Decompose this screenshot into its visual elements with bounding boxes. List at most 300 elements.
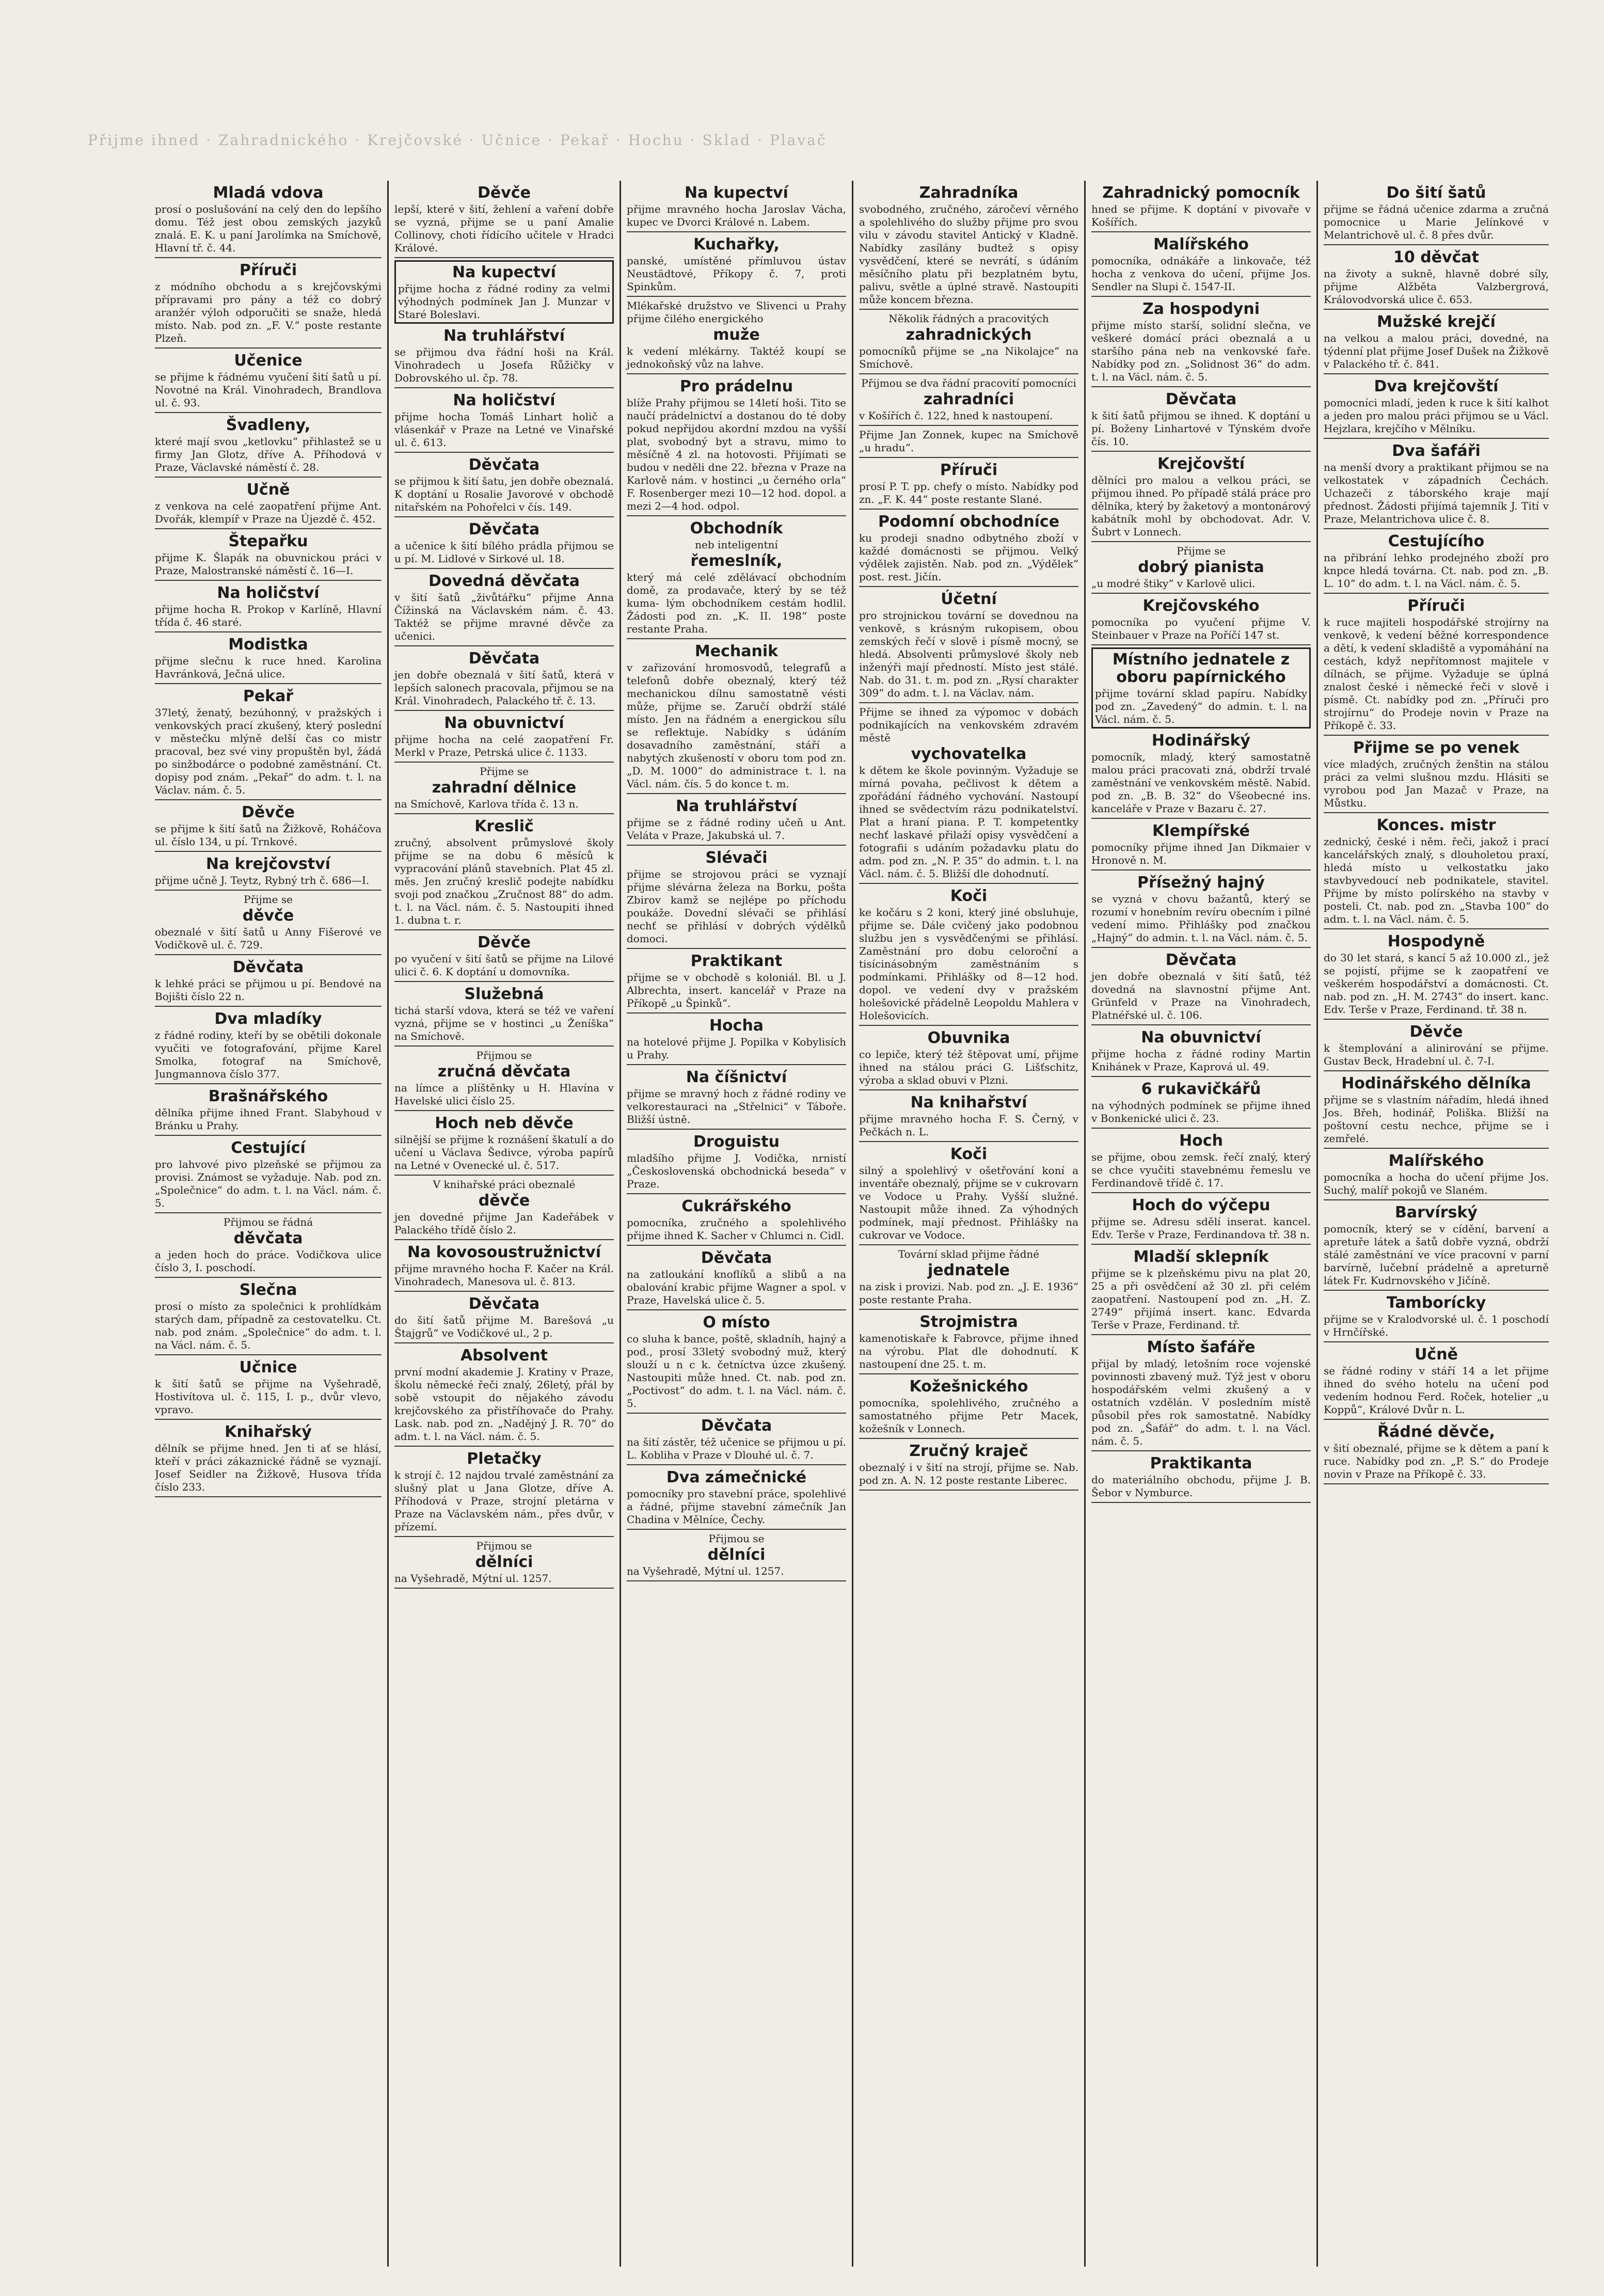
ad-body: silnější se přijme k roznášení škatulí a do učení u Václava Šedivce, výroba papírů na Letné v Ovenecké ul. č. 517. <box>394 1133 614 1171</box>
ad-subtitle: Přijmou se <box>476 1540 532 1552</box>
ad-heading: Hoch <box>1179 1132 1223 1150</box>
ad-heading: Konces. mistr <box>1376 816 1496 834</box>
classified-ad <box>1324 1420 1549 1484</box>
ad-heading: Na kupectví <box>452 263 556 281</box>
ad-body: v Košířích č. 122, hned k nastoupení. <box>859 409 1053 422</box>
classified-ad <box>394 814 614 930</box>
ad-heading: Děvčata <box>701 1249 772 1267</box>
classified-ad <box>155 1084 382 1136</box>
ad-heading: Koči <box>950 1145 988 1163</box>
classified-ad <box>155 800 382 852</box>
ad-subtitle: Přijme se <box>244 893 293 906</box>
classified-ad <box>627 794 846 846</box>
ad-heading: Učně <box>246 481 290 499</box>
classified-ad <box>1324 1342 1549 1420</box>
ad-body: dělníci pro malou a velkou práci, se přijmou ihned. Po případě stálá práce pro dělníka, který by žaketový a montonárový kabátník mohl by obchodovat. Adr. V. Šubrt v Lonnech. <box>1091 474 1311 538</box>
ad-body: na zisk i provizi. Nab. pod zn. „J. E. 1936“ poste restante Praha. <box>859 1280 1078 1306</box>
classified-ad <box>394 517 614 569</box>
ad-body: přijme místo starší, solidní slečna, ve veškeré domácí práci obeznalá a u staršího pána neb na venkovské faře. Nabídky pod zn. „Solidnost 36“ do adm. t. l. na Václ. nám. č. 5. <box>1091 319 1311 383</box>
ad-body: přijme se s vlastním nářadím, hledá ihned Jos. Břeh, hodinář, Poliška. Bližší na poštovní cestu nechce, přijme se i zemřelé. <box>1324 1094 1549 1145</box>
classified-ad <box>394 1240 614 1292</box>
ad-body: přijme hocha Tomáš Linhart holič a vlásenkář v Praze na Letné ve Vinařské ul. č. 613. <box>394 410 614 449</box>
ad-body: k šití šatů přijmou se ihned. K doptání u pí. Boženy Linhartové v Týnském dvoře čís. 10. <box>1091 409 1311 448</box>
ad-heading: Dva krejčovští <box>1374 377 1499 395</box>
ad-body: pomocníka, zručného a spolehlivého přijme ihned K. Sacher v Chlumci n. Cidl. <box>627 1216 846 1242</box>
ad-heading: Děvče <box>478 933 531 952</box>
ad-body: pomocníka, spolehlivého, zručného a samostatného přijme Petr Macek, kožešník v Lonnech. <box>859 1397 1078 1435</box>
classified-ad <box>627 1310 846 1414</box>
ad-heading: Štepařku <box>228 532 308 550</box>
classified-ad <box>1091 870 1311 948</box>
ad-body: pomocníka po vyučení přijme V. Steinbauer v Praze na Poříčí 147 st. <box>1091 616 1311 641</box>
classified-ad <box>1324 1200 1549 1291</box>
classified-columns <box>155 181 1549 2267</box>
classified-ad <box>1091 1193 1311 1245</box>
ad-body: na přibrání lehko prodejného zboží pro knpce hledá továrna. Ct. nab. pod zn. „B. L. 10“ do adm. t. l. na Václ. nám. č. 5. <box>1324 551 1549 590</box>
ad-heading: Na holičství <box>217 584 320 602</box>
ad-body: z venkova na celé zaopatření přijme Ant. Dvořák, klempíř v Praze na Újezdě č. 452. <box>155 500 382 525</box>
classified-ad <box>394 930 614 982</box>
ad-body: se přijme k šití šatů na Žižkově, Roháčova ul. číslo 134, u pí. Trnkové. <box>155 822 382 848</box>
ad-body: na životy a sukně, hlavně dobré síly, přijme Alžběta Valzbergrová, Královodvorská ulice č. 653. <box>1324 267 1549 306</box>
ad-body: jen dobře obeznalá v šití šatů, též dovedná na slavnostní přijme Ant. Grünfeld v Praze na Vinohradech, Platnéřské ul. č. 106. <box>1091 970 1311 1021</box>
classified-ad <box>394 181 614 258</box>
ad-body: hned se přijme. K doptání v pivovaře v Košířích. <box>1091 203 1311 228</box>
ad-body: svobodného, zručného, záročeví věrného a spolehlivého do služby přijme pro svou vilu v závodu stavitel Antický v Kladně. Nabídky zasílány budtež s opisy vysvědčení, které se nevrátí, s údáním měsíčního platu při bezplatném bytu, palivu, světle a úplné stravě. Nastoupiti může koncem března. <box>859 203 1078 306</box>
ad-body: po vyučení v šití šatů se přijme na Lilové ulici č. 6. K doptání u domovníka. <box>394 953 614 978</box>
ad-body: pomocníka a hocha do učení přijme Jos. Suchý, malíř pokojů ve Slaném. <box>1324 1171 1549 1196</box>
ad-body: a učenice k šití bílého prádla přijmou se u pí. M. Lidlové v Sirkové ul. 18. <box>394 540 614 565</box>
classified-ad <box>155 1007 382 1084</box>
ad-body: na Vyšehradě, Mýtní ul. 1257. <box>394 1572 552 1585</box>
ad-heading: Švadleny, <box>226 416 311 434</box>
ad-heading: děvčata <box>233 1229 303 1247</box>
classified-ad <box>859 458 1078 510</box>
ad-subtitle: Přijme se <box>480 765 529 778</box>
ad-body: na hotelové přijme J. Popilka v Kobylisích u Prahy. <box>627 1036 846 1061</box>
classified-ad <box>394 982 614 1047</box>
ad-body: na velkou a malou práci, dovedné, na týdenní plat přijme Josef Dušek na Žižkově v Palackého tř. č. 841. <box>1324 332 1549 370</box>
ad-body: jen dobře obeznalá v šití šatů, která v lepších salonech pracovala, přijmou se na Král. Vinohradech, Palackého tř. č. 13. <box>394 669 614 707</box>
ad-body: který má celé zdělávací obchodním domě, za prodavače, který by se též kuma- lým obchodníkem cestám hodlil. Žádosti pod zn. „K. II. 198“ poste restante Praha. <box>627 571 846 635</box>
ad-heading: Učně <box>1415 1345 1458 1364</box>
ad-heading: Droguistu <box>693 1133 780 1151</box>
classified-ad <box>155 1420 382 1497</box>
classified-ad <box>1091 1245 1311 1335</box>
classified-ad <box>627 1246 846 1310</box>
classified-ad <box>1091 647 1311 729</box>
ad-body: Přijme se ihned za výpomoc v dobách podnikajících na venkovském zdravém městě <box>859 706 1078 744</box>
ad-heading: Mužské krejčí <box>1377 313 1496 331</box>
classified-ad <box>1091 948 1311 1025</box>
classified-ad <box>1324 813 1549 929</box>
ad-body: na Vyšehradě, Mýtní ul. 1257. <box>627 1565 784 1577</box>
column-3 <box>620 181 852 2267</box>
ad-heading: vychovatelka <box>911 745 1027 763</box>
ad-heading: muže <box>713 326 760 344</box>
classified-ad <box>394 1176 614 1240</box>
column-4 <box>852 181 1084 2267</box>
ad-heading: Pekař <box>243 687 294 705</box>
ad-heading: Koči <box>950 887 988 905</box>
ad-body: první modní akademie J. Kratiny v Praze, školu německé řeči znalý, 26letý, přál by sobě vstoupit do nějakého závodu krejčovského za přistříhovače do Prahy. Lask. nab. pod zn. „Nadějný J. R. 70“ do adm. t. l. na Václ. nám. č. 5. <box>394 1366 614 1443</box>
ad-body: prosí o poslušování na celý den do lepšího domu. Též jest obou zemských jazyků znalá. E. K. u paní Jarolímka na Smíchově, Hlavní tř. č. 44. <box>155 203 382 254</box>
ad-heading: Modistka <box>228 636 308 654</box>
ad-heading: Dva mladíky <box>214 1010 322 1028</box>
ad-heading: Absolvent <box>460 1347 548 1365</box>
classified-ad <box>1324 529 1549 594</box>
ad-heading: Slečna <box>239 1281 297 1299</box>
ad-heading: zahradnických <box>906 326 1032 344</box>
ad-body: přijme mravného hocha F. Kačer na Král. Vinohradech, Manesova ul. č. 813. <box>394 1262 614 1288</box>
classified-ad <box>859 1245 1078 1310</box>
classified-ad <box>859 310 1078 374</box>
classified-ad <box>1324 1291 1549 1342</box>
ad-body: 37letý, ženatý, bezúhonný, v pražských i venkovských prací zkušený, který poslední v městečku mlýně delší čas co mistr pracoval, bez své viny propuštěn byl, žádá po sinžbodárce o podobné zaměstnání. Ct. dopisy pod znám. „Pekař“ do adm. t. l. na Václav. nám. č. 5. <box>155 706 382 796</box>
ad-body: jen dovedné přijme Jan Kadeřábek v Palackého třídě číslo 2. <box>394 1211 614 1236</box>
ad-heading: Knihařský <box>225 1423 312 1441</box>
ad-heading: 10 děvčat <box>1393 248 1479 266</box>
ad-body: „u modré štiky“ v Karlově ulici. <box>1091 577 1256 590</box>
classified-ad <box>394 1292 614 1343</box>
classified-ad <box>394 1447 614 1537</box>
ad-body: pomocníky přijme ihned Jan Dikmaier v Hronově n. M. <box>1091 841 1311 866</box>
ad-heading: Malířského <box>1388 1152 1484 1170</box>
classified-ad <box>627 1530 846 1581</box>
ad-body: kamenotiskaře k Fabrovce, přijme ihned na výrobu. Plat dle dohodnutí. K nastoupení dne 25. t. m. <box>859 1332 1078 1370</box>
ad-heading: Mechanik <box>694 642 779 660</box>
classified-ad <box>1324 1149 1549 1200</box>
classified-ad <box>394 1047 614 1111</box>
ad-body: přijme se k plzeňskému pivu na plat 20, 25 a při osvědčení až 30 zl. při celém zaopatření. Nastoupení pod zn. „H. Z. 2749“ přijímá insert. kanc. Edvarda Terše v Praze, Ferdinand. tř. <box>1091 1267 1311 1331</box>
ad-subtitle: Přijmou se řádná <box>223 1216 313 1228</box>
ad-body: ku prodeji snadno odbytného zboží v každé domácnosti se přijmou. Velký výdělek zajistěn. Nab. pod zn. „Výdělek“ post. rest. Jičín. <box>859 532 1078 583</box>
classified-ad <box>859 1090 1078 1142</box>
bleed-through-text: Přijme ihned · Zahradnického · Krejčovské · Učnice · Pekař · Hochu · Sklad · Plavač <box>88 132 827 149</box>
ad-body: ke kočáru s 2 koni, který jiné obsluhuje, přijme se. Dále cvičený jako podobnou službu jen s vysvědčenými se přihlásí. Zaměstnání pro dobu celoroční a tisícinásobným zaměstnáním s podmínkami. Přihlášky od 8—12 hod. dopol. ve vedení dvy v pražském holešovické přádelně Leopoldu Mahlera v Holešovicích. <box>859 906 1078 1022</box>
ad-heading: Příruči <box>940 461 998 479</box>
ad-heading: Podomní obchodníce <box>878 513 1060 531</box>
ad-body: k strojí č. 12 najdou trvalé zaměstnání za slušný plat u Jana Glotze, dříve A. Příhodová v Praze, strojní pletárna v Praze na Václavském nám., přes dvůr, v přízemí. <box>394 1469 614 1533</box>
classified-ad <box>394 453 614 517</box>
classified-ad <box>155 632 382 684</box>
ad-body: obeznalé v šití šatů u Anny Fišerové ve Vodičkově ul. č. 729. <box>155 926 382 951</box>
ad-heading: Na obuvnictví <box>1141 1028 1261 1047</box>
ad-heading: Děvče <box>478 184 531 202</box>
ad-heading: Praktikanta <box>1150 1454 1252 1472</box>
ad-subtitle: Přijmou se <box>476 1049 532 1062</box>
ad-body: které mají svou „ketlovku“ přihlastež se u firmy Jan Glotz, dříve A. Příhodová v Praze, Václavské náměstí č. 28. <box>155 435 382 473</box>
ad-heading: Cestující <box>231 1139 306 1157</box>
ad-heading: Dva šafáři <box>1392 442 1481 460</box>
ad-body: pomocníka, odnákáře a linkovače, též hocha z venkova do učení, přijme Jos. Sendler na Slupi č. 1547-II. <box>1091 255 1311 293</box>
classified-ad <box>859 374 1078 426</box>
classified-ad <box>1091 297 1311 387</box>
classified-ad <box>155 1213 382 1278</box>
ad-heading: Učenice <box>234 352 303 370</box>
classified-ad <box>1091 232 1311 297</box>
ad-heading: Mladší sklepník <box>1133 1248 1269 1266</box>
classified-ad <box>394 569 614 646</box>
classified-ad <box>155 349 382 413</box>
classified-ad <box>155 581 382 632</box>
ad-heading: Hodinářský <box>1151 732 1251 750</box>
ad-heading: Na obuvnictví <box>444 714 564 732</box>
classified-ad <box>1324 736 1549 813</box>
classified-ad <box>627 181 846 232</box>
classified-ad <box>627 1414 846 1465</box>
classified-ad <box>859 426 1078 458</box>
classified-ad <box>627 1194 846 1246</box>
ad-heading: Zahradníka <box>919 184 1019 202</box>
ad-body: na zatloukání knoflíků a slibů a na obalování krabic přijme Wagner a spol. v Praze, Havelská ulice č. 5. <box>627 1268 846 1306</box>
classified-ad <box>155 413 382 478</box>
ad-body: se přijme k řádnému vyučení šití šatů u pí. Novotné na Král. Vinohradech, Brandlova ul. č. 93. <box>155 371 382 409</box>
ad-body: více mladých, zručných ženštin na stálou práci za velmi slušnou mzdu. Hlásiti se vyrobou pod Jan Mazač v Praze, na Můstku. <box>1324 758 1549 809</box>
ad-body: panské, umístěné přímluvou ústav Neustädtové, Příkopy č. 7, proti Spinkům. <box>627 255 846 293</box>
ad-body: k lehké práci se přijmou u pí. Bendové na Bojišti číslo 22 n. <box>155 977 382 1003</box>
classified-ad <box>155 529 382 581</box>
ad-heading: Kreslič <box>474 817 534 835</box>
classified-ad <box>627 846 846 949</box>
ad-heading: dělníci <box>707 1546 766 1564</box>
ad-body: se přijmou k šití šatu, jen dobře obeznalá. K doptání u Rosalie Javorové v obchodě nitařském na Pohořelci v čís. 149. <box>394 475 614 513</box>
classified-ad <box>859 703 1078 884</box>
classified-ad <box>1324 181 1549 245</box>
ad-heading: Cukrářského <box>681 1197 791 1215</box>
classified-ad <box>1091 1077 1311 1129</box>
classified-ad <box>627 1065 846 1130</box>
ad-heading: Účetní <box>941 590 997 608</box>
classified-ad <box>394 1111 614 1176</box>
ad-heading: Děvčata <box>1165 951 1237 969</box>
classified-ad <box>627 297 846 374</box>
ad-heading: Malířského <box>1153 235 1249 254</box>
ad-body: mladšího přijme J. Vodička, nrnistí „Československá obchodnická beseda“ v Praze. <box>627 1152 846 1190</box>
ad-body: a jeden hoch do práce. Vodičkova ulice číslo 3, I. poschodí. <box>155 1248 382 1274</box>
ad-heading: Strojmistra <box>919 1313 1018 1331</box>
ad-body: zručný, absolvent průmyslové školy přijme se na dobu 6 měsíců k vypracování plánů stavebních. Plat 45 zl. měs. Jen zručný kreslič podejte nabídku svoji pod značkou „Zručnost 88“ do adm. t. l. na Václ. nám. č. 5. Nastoupiti ihned 1. dubna t. r. <box>394 836 614 926</box>
ad-body: se přijmou dva řádní hoši na Král. Vinohradech u Josefa Růžičky v Dobrovského ul. čp. 78. <box>394 346 614 384</box>
ad-heading: Na knihařství <box>910 1094 1027 1112</box>
ad-heading: Na truhlářství <box>443 327 565 345</box>
ad-heading: Dovedná děvčata <box>428 572 580 590</box>
ad-heading: Praktikant <box>690 952 783 970</box>
ad-body: lepší, které v šití, žehlení a vaření dobře se vyzná, přijme se u paní Amalie Collinovy, choti řídícího učitele v Hradci Králové. <box>394 203 614 254</box>
ad-body: přijme hocha na celé zaopatření Fr. Merkl v Praze, Petrská ulice č. 1133. <box>394 733 614 758</box>
classified-ad <box>155 891 382 955</box>
ad-body: přijme mravného hocha F. S. Černý, v Pečkách n. L. <box>859 1113 1078 1138</box>
ad-heading: Hoch do výčepu <box>1132 1196 1271 1214</box>
ad-body: přijme se mravný hoch z řádné rodiny ve velkorestauraci na „Střelnici“ v Táboře. Bližší ústně. <box>627 1087 846 1126</box>
ad-body: pro lahvové pivo plzeňské se přijmou za provisi. Známost se vyžaduje. Nab. pod zn. „Společnice“ do adm. t. l. na Václ. nám. č. 5. <box>155 1158 382 1209</box>
classified-ad <box>627 639 846 794</box>
ad-body: silný a spolehlivý v ošetřování koní a inventáře obeznalý, přijme se v cukrovarn ve Vodoce u Prahy. Vyšší služné. Nastoupit může ihned. Za výhodných podmínek, mají přednost. Přihlášky na cukrovar ve Vodoce. <box>859 1164 1078 1241</box>
ad-heading: dělníci <box>475 1553 533 1571</box>
classified-ad <box>627 374 846 516</box>
classified-ad <box>859 1142 1078 1245</box>
ad-body: na límce a plíštěnky u H. Hlavína v Havelské ulici číslo 25. <box>394 1082 614 1107</box>
ad-heading: děvče <box>242 907 294 925</box>
ad-body: z řádné rodiny, kteří by se obětili dokonale vyučiti ve fotografování, přijme Karel Smolka, fotograf na Smíchově, Jungmannova číslo 377. <box>155 1029 382 1080</box>
ad-heading: řemeslník, <box>690 552 783 570</box>
ad-subtitle: Přijmou se <box>708 1532 765 1545</box>
ad-body: Přijme Jan Zonnek, kupec na Smíchově „u hradu“. <box>859 429 1078 454</box>
classified-ad <box>859 510 1078 587</box>
classified-ad <box>155 1278 382 1355</box>
ad-heading: děvče <box>478 1192 530 1210</box>
ad-body: k ruce majiteli hospodářské strojírny na venkově, k vedení běžné korrespondence a dětí, k vedení skladiště a vypomáhání na cestách, když nepřítomnost majitele v dílnách, se přijme. Vyžaduje se úplná znalost české i německé řeči v slově i písmě. Ct. nabídky pod zn. „Příruči pro strojírnu“ do Prodeje novin v Praze na Příkopě č. 33. <box>1324 616 1549 732</box>
ad-body: do materiálního obchodu, přijme J. B. Šebor v Nymburce. <box>1091 1474 1311 1499</box>
ad-body: přijme se strojovou práci se vyznají přijme slévárna železa na Borku, pošta Zbirov kamž se nejlépe po příchodu poukáže. Dovední slévači se přihlásí nechť se přihlásí v dobrých výdělků domoci. <box>627 868 846 945</box>
classified-ad <box>1091 729 1311 819</box>
classified-ad <box>627 1130 846 1194</box>
ad-subtitle: V knihařské práci obeznalé <box>433 1178 576 1191</box>
ad-heading: Hocha <box>709 1017 764 1035</box>
ad-body: v zařizování hromosvodů, telegrafů a telefonů dobře obeznalý, který též mechanickou dílnu samostatně vésti může, přijme se. Zaručí obdrží stálé místo. Jen na řádném a energickou sílu se reflektuje. Nabídky s údáním dosavadního zaměstnání, stáří a nabytých zkušeností v oboru tom pod zn. „D. M. 1000“ do administrace t. l. na Václ. nám. čís. 5 do konce t. m. <box>627 661 846 790</box>
ad-heading: Příruči <box>239 261 297 279</box>
ad-body: přijme tovární sklad papíru. Nabídky pod zn. „Zavedený“ do admin. t. l. na Václ. nám. č. 5. <box>1095 687 1307 725</box>
ad-heading: Pletačky <box>467 1450 542 1468</box>
ad-heading: Na kupectví <box>685 184 788 202</box>
ad-heading: Kuchařky, <box>693 235 780 254</box>
ad-body: přijme hocha z řádné rodiny za velmi výhodných podmínek Jan J. Munzar v Staré Boleslavi. <box>398 282 610 321</box>
classified-ad <box>1091 181 1311 232</box>
ad-heading: Klempířské <box>1152 822 1250 840</box>
classified-ad <box>627 232 846 297</box>
classified-ad <box>394 711 614 763</box>
ad-body: pomocníků přijme se „na Nikolajce“ na Smíchově. <box>859 345 1078 370</box>
classified-ad <box>1091 1451 1311 1503</box>
ad-heading: O místo <box>703 1313 770 1332</box>
ad-heading: zahradníci <box>923 390 1014 408</box>
ad-heading: Příruči <box>1407 597 1465 615</box>
column-2 <box>387 181 620 2267</box>
classified-ad <box>155 181 382 258</box>
ad-body: k vedení mlékárny. Taktéž koupí se jednokoňský vůz na lahve. <box>627 345 846 370</box>
column-6 <box>1316 181 1549 2267</box>
classified-ad <box>1091 452 1311 542</box>
classified-ad <box>1091 1335 1311 1451</box>
classified-ad <box>1091 1025 1311 1077</box>
ad-heading: jednatele <box>927 1261 1010 1279</box>
ad-body: dělníka přijme ihned Frant. Slabyhoud v Bránku u Prahy. <box>155 1106 382 1132</box>
ad-body: tichá starší vdova, která se též ve vaření vyzná, přijme se v hostinci „u Ženíška“ na Smíchově. <box>394 1004 614 1042</box>
ad-subtitle: Přijmou se dva řádní pracovití pomocníci <box>861 377 1076 389</box>
classified-ad <box>1091 542 1311 594</box>
ad-heading: Místo šafáře <box>1147 1338 1256 1356</box>
ad-body: prosí o místo za společnici k prohlídkám starých dam, případně za cestovatelku. Ct. nab. pod znám. „Společnice“ do adm. t. l. na Václ. nám. č. 5. <box>155 1300 382 1351</box>
ad-heading: Děvčata <box>1165 390 1237 408</box>
ad-heading: Na kovosoustružnictví <box>407 1243 601 1261</box>
classified-ad <box>155 258 382 349</box>
classified-ad <box>394 646 614 711</box>
ad-body: se řádné rodiny v stáří 14 a let přijme ihned do svého hotelu na učení pod vedením hodnou Ferd. Roček, hotelier „u Koppů“, Králové Dvůr n. L. <box>1324 1365 1549 1416</box>
ad-body: prosí P. T. pp. chefy o místo. Nabídky pod zn. „F. K. 44“ poste restante Slané. <box>859 480 1078 505</box>
ad-heading: Učnice <box>239 1358 297 1376</box>
ad-body: k šití šatů se přijme na Vyšehradě, Hostivítova ul. č. 115, I. p., dvůr vlevo, vpravo. <box>155 1377 382 1416</box>
ad-heading: Místního jednatele z oboru papírnického <box>1112 651 1290 686</box>
ad-body: přijme se řádná učenice zdarma a zručná pomocnice u Marie Jelínkové v Melantrichově ul. č. 8 přes dvůr. <box>1324 203 1549 241</box>
ad-heading: Děvčata <box>468 650 540 668</box>
ad-heading: Na truhlářství <box>675 797 797 815</box>
classified-ad <box>859 884 1078 1026</box>
classified-ad <box>859 1310 1078 1374</box>
classified-ad <box>394 763 614 814</box>
ad-body: pomocník, který se v cídění, barvení a apretuře látek a šatů dobře vyzná, obdrží stálé zaměstnání ve více pracovní v parní barvírně, lučební prádelně a apreturně látek Fr. Kudrnovského v Jičíně. <box>1324 1223 1549 1287</box>
ad-body: obeznalý i v šití na strojí, přijme se. Nab. pod zn. A. N. 12 poste restante Liberec. <box>859 1461 1078 1486</box>
ad-heading: Zručný kraječ <box>909 1442 1028 1460</box>
ad-heading: zahradní dělnice <box>432 779 577 797</box>
ad-heading: 6 rukavičkářů <box>1141 1080 1261 1098</box>
ad-body: přijme se. Adresu sdělí inserat. kancel. Edv. Terše v Praze, Ferdinandova tř. 38 n. <box>1091 1215 1311 1241</box>
ad-body: přijme K. Šlapák na obuvnickou práci v Praze, Malostranské náměstí č. 16—I. <box>155 551 382 577</box>
ad-body: se přijme, obou zemsk. řečí znalý, který se chce vyučiti stavebnému řemeslu ve Ferdinandově třídě č. 17. <box>1091 1151 1311 1189</box>
ad-heading: Děvčata <box>468 1295 540 1313</box>
ad-heading: Krejčovští <box>1157 455 1245 473</box>
classified-ad <box>155 1355 382 1420</box>
ad-body: na Smíchově, Karlova třída č. 13 n. <box>394 798 579 810</box>
classified-ad <box>155 852 382 891</box>
ad-body: přijme se v Kralodvorské ul. č. 1 poschodí v Hrnčířské. <box>1324 1313 1549 1338</box>
classified-ad <box>1324 245 1549 310</box>
classified-ad <box>1324 439 1549 529</box>
classified-ad <box>155 955 382 1007</box>
ad-body: přijme hocha R. Prokop v Karlíně, Hlavní třída č. 46 staré. <box>155 603 382 628</box>
ad-body: přijal by mladý, letošním roce vojenské povinnosti zbavený muž. Týž jest v oboru hospodářském velmi zkušený a v ostatních vzdělán. V posledním místě působil přes rok samostatně. Nabídky pod zn. „Šafář“ do adm. t. l. na Václ. nám. č. 5. <box>1091 1357 1311 1447</box>
column-1 <box>155 181 387 2267</box>
ad-heading: Na číšnictví <box>686 1068 787 1086</box>
ad-heading: Řádné děvče, <box>1377 1423 1495 1441</box>
ad-subtitle: Několik řádných a pracovitých <box>888 312 1049 325</box>
classified-ad <box>859 1374 1078 1439</box>
classified-ad <box>394 1343 614 1447</box>
ad-heading: Dva zámečnické <box>666 1468 807 1486</box>
ad-heading: Přijme se po venek <box>1353 739 1520 757</box>
classified-ad <box>859 1026 1078 1090</box>
ad-heading: Do šití šatů <box>1386 184 1486 202</box>
classified-ad <box>1091 1129 1311 1193</box>
classified-ad <box>1091 819 1311 870</box>
classified-ad <box>1091 387 1311 452</box>
ad-body: dělník se přijme hned. Jen ti ať se hlásí, kteří v práci zákaznické řádně se vyznají. Josef Seidler na Žižkově, Husova třída číslo 233. <box>155 1442 382 1493</box>
ad-heading: Na krejčovství <box>205 855 331 873</box>
ad-heading: Děvčata <box>468 456 540 474</box>
ad-body: přijme hocha z řádné rodiny Martin Knihánek v Praze, Kaprová ul. 49. <box>1091 1048 1311 1073</box>
ad-body: k štemplování a alinirování se přijme. Gustav Beck, Hradební ul. č. 7-I. <box>1324 1042 1549 1067</box>
ad-subtitle: neb inteligentní <box>695 539 778 551</box>
ad-body: co lepiče, který též štěpovat umí, přijme ihned na stálou práci G. Lišťschitz, výroba a sklad obuvi v Plzni. <box>859 1048 1078 1086</box>
ad-body: přijme učně J. Teytz, Rybný trh č. 686—I. <box>155 874 370 886</box>
ad-body: pomocník, mladý, který samostatně malou práci pracovati zná, obdrží trvalé zaměstnání ve venkovském městě. Nabíd. pod zn. „B. B. 32“ do Všeobecné ins. kanceláře v Praze v Bazaru č. 27. <box>1091 751 1311 815</box>
classified-ad <box>1324 594 1549 736</box>
ad-heading: Obuvnika <box>927 1029 1010 1047</box>
ad-heading: Hodinářského dělníka <box>1341 1074 1531 1092</box>
ad-body: na šití zástěr, též učenice se přijmou u pí. L. Kobliha v Praze v Dlouhé ul. č. 7. <box>627 1436 846 1461</box>
classified-ad <box>155 1136 382 1213</box>
classified-ad <box>627 949 846 1014</box>
ad-heading: Hoch neb děvče <box>435 1114 574 1132</box>
ad-heading: Brašnářského <box>208 1087 328 1105</box>
ad-heading: Mladá vdova <box>213 184 324 202</box>
ad-body: přijme se z řádné rodiny učeň u Ant. Veláta v Praze, Jakubská ul. 7. <box>627 816 846 842</box>
ad-heading: Cestujícího <box>1388 532 1485 550</box>
ad-body: se vyzná v chovu bažantů, který se rozumí v honebním revíru obecním i pilné vedení mimo. Přihlášky pod značkou „Hajný“ do admin. t. l. na Václ. nám. č. 5. <box>1091 893 1311 944</box>
classified-ad <box>1324 310 1549 374</box>
ad-heading: Služebná <box>464 985 544 1003</box>
classified-ad <box>394 260 614 324</box>
ad-body: Mlékařské družstvo ve Slivenci u Prahy přijme čilého energického <box>627 299 846 325</box>
